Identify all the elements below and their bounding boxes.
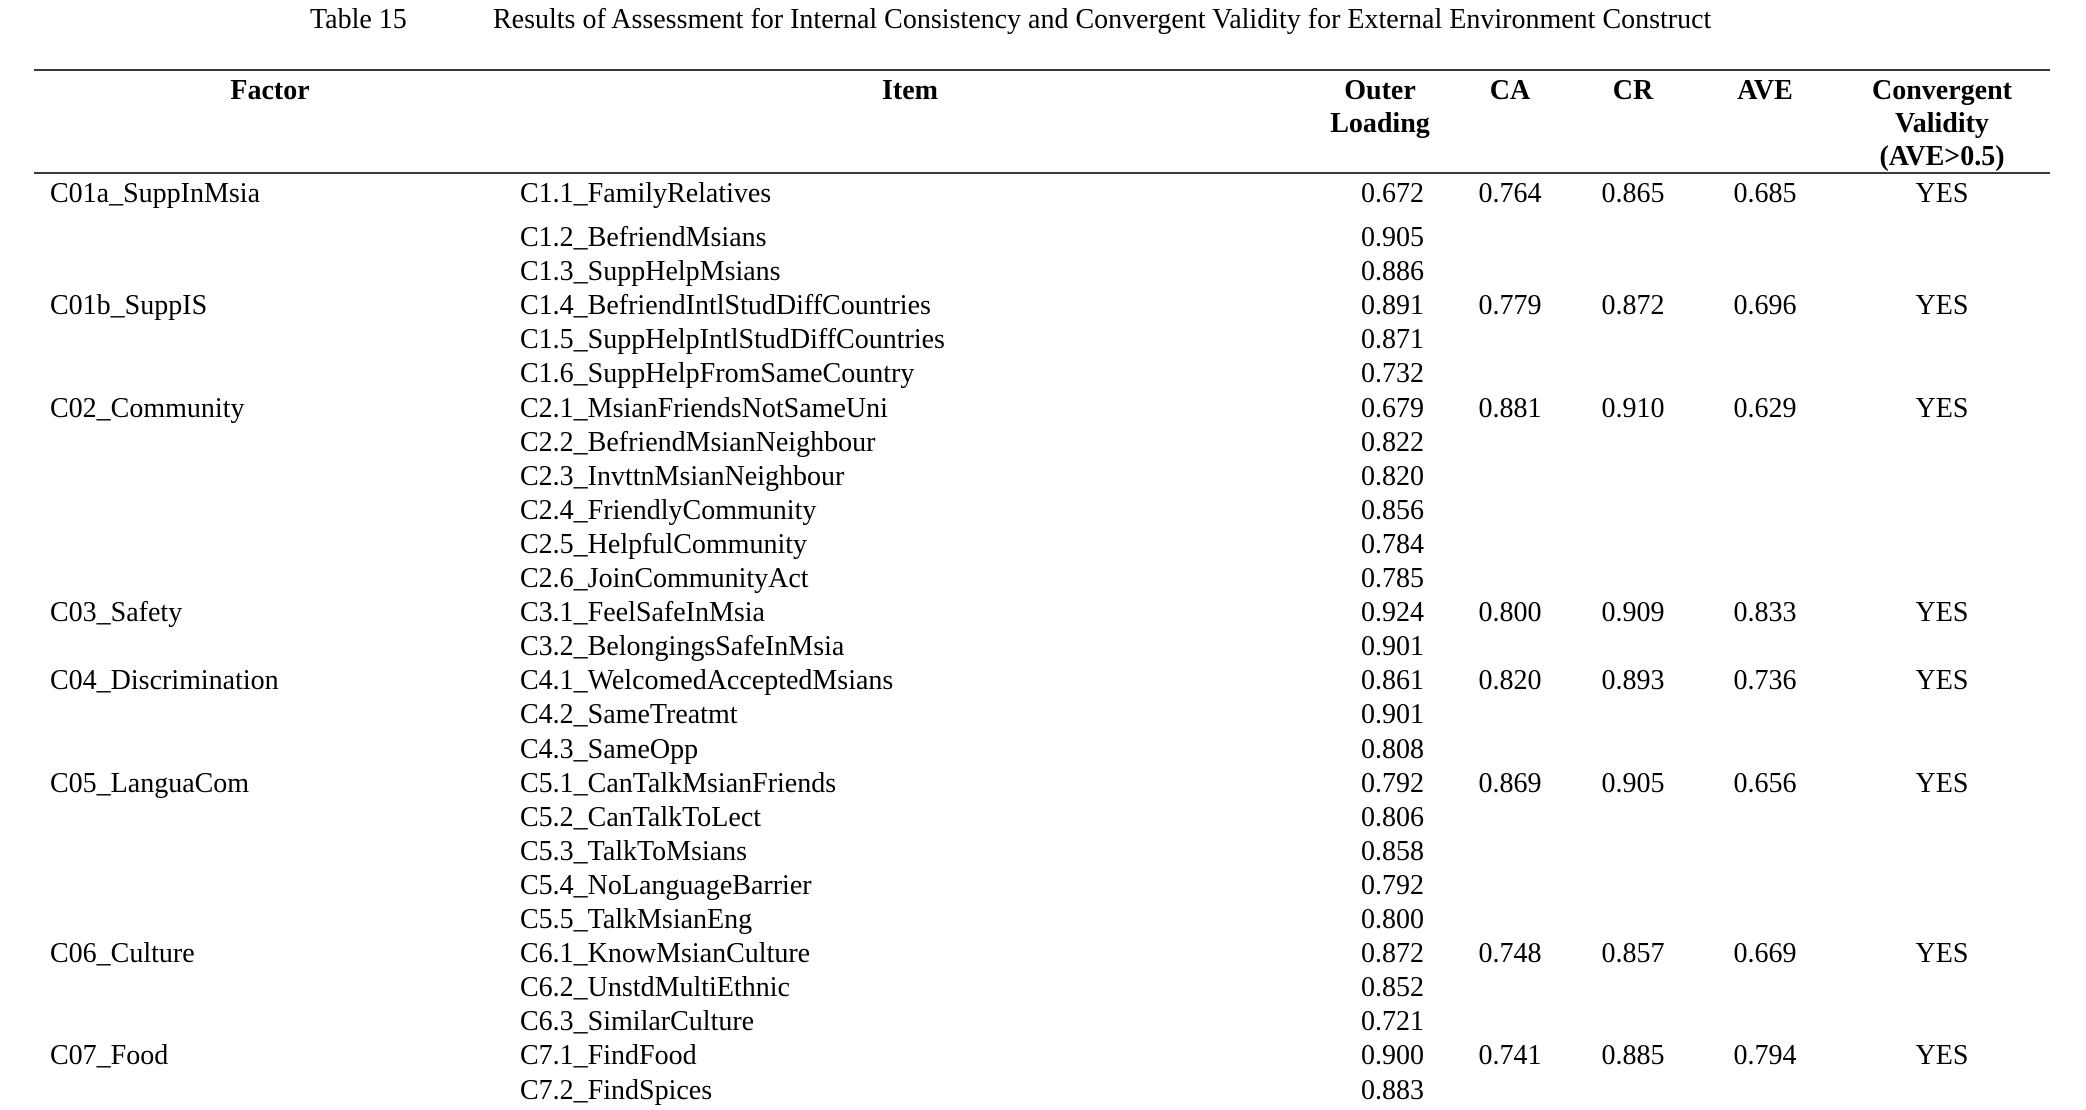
header-outer-loading-line1: Outer [1344,75,1416,106]
outer-loading-cell: 0.732 [1361,358,1424,390]
item-cell: C5.4_NoLanguageBarrier [520,869,812,901]
outer-loading-cell: 0.852 [1361,972,1424,1004]
item-cell: C2.4_FriendlyCommunity [520,494,817,526]
outer-loading-cell: 0.905 [1361,222,1424,253]
header-ave: AVE [1737,75,1793,106]
ave-cell: 0.833 [1733,597,1797,629]
ave-cell: 0.669 [1733,938,1797,970]
item-cell: C1.4_BefriendIntlStudDiffCountries [520,290,931,322]
header-convergent-validity [1862,74,2022,173]
outer-loading-cell: 0.861 [1361,665,1424,697]
table-row [0,1074,2086,1108]
header-cv-line1: Convergent [1872,75,2012,106]
ave-cell: 0.736 [1733,665,1797,697]
header-cv-line3: (AVE>0.5) [1879,141,2005,172]
cr-cell: 0.885 [1601,1040,1665,1072]
header-factor: Factor [230,75,310,106]
item-cell: C5.2_CanTalkToLect [520,801,762,833]
cr-cell: 0.872 [1601,290,1665,322]
item-cell: C6.2_UnstdMultiEthnic [520,972,790,1004]
factor-cell: C07_Food [50,1040,169,1072]
outer-loading-cell: 0.883 [1361,1074,1424,1106]
factor-cell: C06_Culture [50,938,195,970]
table-row [0,767,2086,801]
table-row [0,903,2086,937]
ca-cell: 0.800 [1478,597,1542,629]
item-cell: C1.3_SuppHelpMsians [520,256,781,288]
outer-loading-cell: 0.871 [1361,324,1424,356]
factor-cell: C04_Discrimination [50,665,279,697]
cr-cell: 0.893 [1601,665,1665,697]
outer-loading-cell: 0.672 [1361,178,1424,209]
header-outer-loading [1305,74,1455,140]
table-row [0,323,2086,357]
table-row [0,289,2086,323]
cr-cell: 0.910 [1601,392,1665,424]
table-top-rule [34,69,2050,71]
outer-loading-cell: 0.806 [1361,801,1424,833]
ca-cell: 0.820 [1478,665,1542,697]
convergent-validity-cell: YES [1915,178,1969,209]
outer-loading-cell: 0.901 [1361,699,1424,731]
header-cv-line2: Validity [1895,108,1989,139]
convergent-validity-cell: YES [1915,290,1969,322]
outer-loading-cell: 0.872 [1361,938,1424,970]
table-row [0,1005,2086,1039]
cr-cell: 0.909 [1601,597,1665,629]
table-row [0,869,2086,903]
table-row [0,664,2086,698]
item-cell: C7.2_FindSpices [520,1074,713,1106]
item-cell: C4.3_SameOpp [520,733,699,765]
header-cr: CR [1612,75,1654,106]
ca-cell: 0.881 [1478,392,1542,424]
outer-loading-cell: 0.820 [1361,460,1424,492]
outer-loading-cell: 0.792 [1361,767,1424,799]
outer-loading-cell: 0.800 [1361,904,1424,935]
item-cell: C2.3_InvttnMsianNeighbour [520,460,845,492]
item-cell: C6.1_KnowMsianCulture [520,938,811,970]
cr-cell: 0.865 [1601,178,1665,209]
table-row [0,733,2086,767]
convergent-validity-cell: YES [1915,392,1969,424]
ca-cell: 0.741 [1478,1040,1542,1072]
item-cell: C2.5_HelpfulCommunity [520,528,807,560]
item-cell: C1.1_FamilyRelatives [520,178,772,209]
outer-loading-cell: 0.856 [1361,494,1424,526]
item-cell: C4.2_SameTreatmt [520,699,738,731]
table-title: Results of Assessment for Internal Consistency and Convergent Validity for External Environment Construct [493,4,1712,35]
table-row [0,460,2086,494]
table-header-rule [34,172,2050,174]
table-row [0,971,2086,1005]
item-cell: C6.3_SimilarCulture [520,1006,755,1038]
outer-loading-cell: 0.891 [1361,290,1424,322]
table-row [0,177,2086,211]
table-row [0,392,2086,426]
convergent-validity-cell: YES [1915,665,1969,697]
outer-loading-cell: 0.900 [1361,1040,1424,1072]
table-row [0,494,2086,528]
table-row [0,596,2086,630]
item-cell: C1.2_BefriendMsians [520,222,767,253]
ave-cell: 0.685 [1733,178,1797,209]
item-cell: C4.1_WelcomedAcceptedMsians [520,665,894,697]
outer-loading-cell: 0.901 [1361,631,1424,663]
cr-cell: 0.905 [1601,767,1665,799]
header-item: Item [882,75,938,106]
factor-cell: C02_Community [50,392,245,424]
item-cell: C7.1_FindFood [520,1040,697,1072]
table-row [0,1039,2086,1073]
factor-cell: C03_Safety [50,597,183,629]
outer-loading-cell: 0.822 [1361,426,1424,458]
table-row [0,221,2086,255]
table-row [0,426,2086,460]
header-outer-loading-line2: Loading [1330,108,1430,139]
item-cell: C2.1_MsianFriendsNotSameUni [520,392,888,424]
ca-cell: 0.764 [1478,178,1542,209]
outer-loading-cell: 0.721 [1361,1006,1424,1038]
table-number: Table 15 [310,4,407,35]
convergent-validity-cell: YES [1915,1040,1969,1072]
factor-cell: C01a_SuppInMsia [50,178,260,209]
item-cell: C1.5_SuppHelpIntlStudDiffCountries [520,324,945,356]
ca-cell: 0.779 [1478,290,1542,322]
ave-cell: 0.794 [1733,1040,1797,1072]
convergent-validity-cell: YES [1915,767,1969,799]
factor-cell: C05_LanguaCom [50,767,250,799]
item-cell: C2.6_JoinCommunityAct [520,563,809,594]
table-caption [0,4,2086,36]
table-row [0,562,2086,596]
cr-cell: 0.857 [1601,938,1665,970]
factor-cell: C01b_SuppIS [50,290,208,322]
outer-loading-cell: 0.886 [1361,256,1424,288]
ave-cell: 0.656 [1733,767,1797,799]
table-row [0,528,2086,562]
convergent-validity-cell: YES [1915,597,1969,629]
outer-loading-cell: 0.785 [1361,563,1424,594]
convergent-validity-cell: YES [1915,938,1969,970]
item-cell: C5.5_TalkMsianEng [520,904,753,935]
ave-cell: 0.629 [1733,392,1797,424]
item-cell: C1.6_SuppHelpFromSameCountry [520,358,915,390]
table-row [0,357,2086,391]
item-cell: C2.2_BefriendMsianNeighbour [520,426,876,458]
table-row [0,835,2086,869]
item-cell: C3.1_FeelSafeInMsia [520,597,765,629]
ave-cell: 0.696 [1733,290,1797,322]
ca-cell: 0.748 [1478,938,1542,970]
outer-loading-cell: 0.679 [1361,392,1424,424]
table-row [0,698,2086,732]
table-row [0,255,2086,289]
outer-loading-cell: 0.858 [1361,835,1424,867]
outer-loading-cell: 0.792 [1361,869,1424,901]
item-cell: C3.2_BelongingsSafeInMsia [520,631,845,663]
item-cell: C5.1_CanTalkMsianFriends [520,767,837,799]
item-cell: C5.3_TalkToMsians [520,835,748,867]
outer-loading-cell: 0.924 [1361,597,1424,629]
ca-cell: 0.869 [1478,767,1542,799]
outer-loading-cell: 0.808 [1361,733,1424,765]
outer-loading-cell: 0.784 [1361,528,1424,560]
table-row [0,801,2086,835]
table-row [0,937,2086,971]
header-ca: CA [1489,75,1531,106]
table-row [0,630,2086,664]
